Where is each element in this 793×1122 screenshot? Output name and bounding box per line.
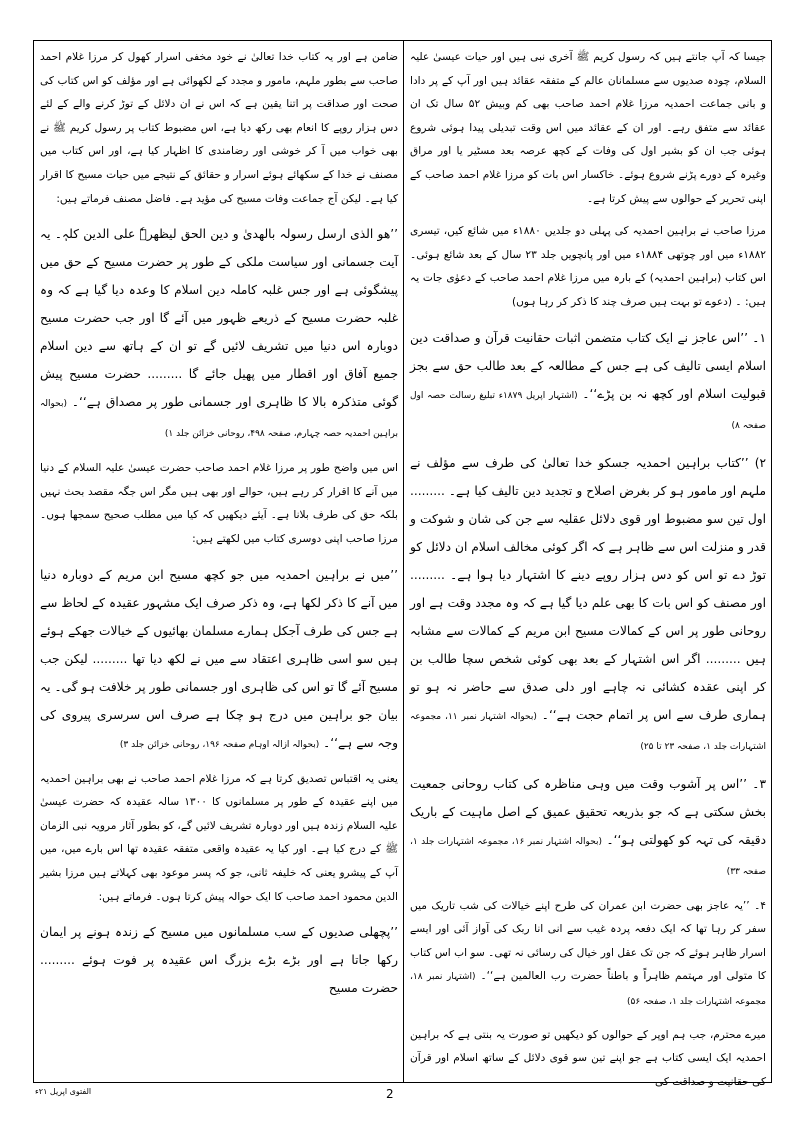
quote-4 [410, 895, 766, 1015]
barahin-publication-paragraph: مرزا صاحب نے براہین احمدیہ کی پہلی دو جلدیں ۱۸۸۰ء میں شائع کیں، تیسری ۱۸۸۲ء میں اور چوتھی ۱۸۸۴ء میں اور پانچویں جلد ۲۳ سال کے بعد شائع ہوئی۔ اس کتاب (براہین احمدیہ) کے بارہ میں مرزا غلام احمد صاحب کے دعوٰی جات یہ ہیں: ۔ (دعوے تو بہت ہیں صرف چند کا ذکر کر رہا ہوں) [410, 225, 766, 308]
continuation-paragraph: ضامن ہے اور یہ کتاب خدا تعالیٰ نے خود مخفی اسرار کھول کر مرزا غلام احمد صاحب سے بطور ملہم، مامور و مجدد کے لکھوائی ہے اور مؤلف کو اس کتاب کی صحت اور صداقت پر اتنا یقین ہے کہ اس نے ان دلائل کے توڑ کرنے والے کے لئے دس ہزار روپے کا انعام بھی رکھ دیا ہے، اس مضبوط کتاب پر رسول کریم ﷺ نے بھی خواب میں آ کر خوشی اور رضامندی کا اظہار کیا ہے، اور اس کتاب میں مصنف نے خدا کے سکھائے ہوئے اسرار و حقائق کے نتیجے میں حیات مسیح کا اقرار کیا ہے۔ لیکن آج جماعت وفات مسیح کی مؤید ہے۔ فاضل مصنف فرماتے ہیں: [40, 51, 398, 205]
closing-paragraph: میرے محترم، جب ہم اوپر کے حوالوں کو دیکھیں تو صورت یہ بنتی ہے کہ براہین احمدیہ ایک ایسی کتاب ہے جو اپنے تین سو قوی دلائل کے ساتھ اسلام اور قرآن کی حقانیت و صداقت کی [410, 1028, 766, 1088]
quote-quran-verse-reference: (بحوالہ براہین احمدیہ حصہ چہارم، صفحہ ۴۹۸، روحانی خزائن جلد ۱) [40, 399, 398, 440]
verification-paragraph: یعنی یہ اقتباس تصدیق کرتا ہے کہ مرزا غلام احمد صاحب نے بھی براہین احمدیہ میں اپنے عقیدہ کے طور پر مسلمانوں کا ۱۳۰۰ سالہ عقیدہ کہ حضرت عیسیٰ علیہ السلام زندہ ہیں اور دوبارہ تشریف لائیں گے، کو بطور آثار مرویہ نبی الزمان ﷺ کے درج کیا ہے۔ اور کیا یہ عقیدہ واقعی متفقہ عقیدہ تھا اس بارے میں، میں آپ کے پیشرو یعنی کہ خلیفہ ثانی، جو کہ پسر موعود بھی کہلاتے ہیں مرزا بشیر الدین محمود احمد صاحب کا ایک حوالہ پیش کرتا ہوں۔ فرماتے ہیں: [40, 772, 399, 903]
quote-2 [410, 449, 766, 761]
footer-publication-label: الفتوی اپریل ۲۱ء [35, 1087, 92, 1096]
quote-3-text: ۳۔ ’’اس پر آشوب وقت میں وہی مناظرہ کی کتاب روحانی جمعیت بخش سکتی ہے کہ جو بذریعہ تحقیق عمیق کے اصل ماہیت کے باریک دقیقہ کی تہہ کو کھولتی ہو‘‘۔ [410, 776, 766, 847]
quote-izala-auham-text: ’’میں نے براہین احمدیہ میں جو کچھ مسیح ابن مریم کے دوبارہ دنیا میں آنے کا ذکر لکھا ہے، وہ ذکر صرف ایک مشہور عقیدہ کے لحاظ سے ہے جس کی طرف آجکل ہمارے مسلمان بھائیوں کے خیالات جھکے ہوئے ہیں سو اسی ظاہری اعتقاد سے میں نے لکھ دیا تھا ......... لیکن جب مسیح آئے گا تو اس کی ظاہری اور جسمانی طور پر خلافت ہو گی۔ یہ بیان جو براہین میں درج ہو چکا ہے صرف اس سرسری پیروی کی وجہ سے ہے‘‘۔ [40, 567, 398, 750]
quote-4-reference: (اشتہار نمبر ۱۸، مجموعہ اشتہارات جلد ۱، صفحہ ۵۶) [410, 972, 766, 1007]
quote-quran-verse-text: ’’ھو الذی ارسل رسولہ بالھدیٰ و دین الحق لیظھرہٗ علی الدین کلہٖ۔ یہ آیت جسمانی اور سیاست ملکی کے طور پر حضرت مسیح کے حق میں پیشگوئی ہے اور جس غلبہ کاملہ دین اسلام کا وعدہ دیا گیا ہے کہ وہ غلبہ حضرت مسیح کے ذریعے ظہور میں آئے گا اور جب حضرت مسیح دوبارہ اس دنیا میں تشریف لائیں گے تو ان کے ہاتھ سے دین اسلام جمیع آفاق اور اقطار میں پھیل جائے گا ......... حضرت مسیح پیش گوئی متذکرہ بالا کا ظاہری اور جسمانی طور پر مصداق ہے‘‘۔ [40, 227, 399, 410]
left-column [40, 46, 398, 1011]
right-column [410, 46, 766, 1103]
quote-izala-auham [40, 561, 398, 759]
quote-3 [410, 770, 766, 886]
page-number: 2 [386, 1087, 394, 1101]
quote-2-reference: (بحوالہ اشتہار نمبر ۱۱، مجموعہ اشتہارات جلد ۱، صفحہ ۲۳ تا ۲۵) [410, 711, 766, 752]
quote-1 [410, 324, 766, 440]
quote-izala-auham-reference: (بحوالہ ازالہ اوہام صفحہ ۱۹۶، روحانی خزائن جلد ۳) [119, 739, 320, 750]
quote-1-reference: (اشتہار اپریل ۱۸۷۹ء تبلیغ رسالت حصہ اول صفحہ ۸) [410, 390, 766, 431]
quote-quran-verse [40, 220, 398, 448]
quote-1-text: ۱۔ ’’اس عاجز نے ایک کتاب متضمن اثبات حقانیت قرآن و صداقت دین اسلام ایسی تالیف کی ہے جس کے مطالعہ کے بعد طالب حق سے بجز قبولیت اسلام اور کچھ نہ بن پڑے‘‘۔ [410, 330, 767, 401]
quote-khalifa-text: ’’پچھلی صدیوں کے سب مسلمانوں میں مسیح کے زندہ ہونے پر ایمان رکھا جاتا ہے اور بڑے بڑے بزرگ اس عقیدہ پر فوت ہوئے ......... حضرت مسیح [40, 925, 398, 996]
quote-khalifa [40, 918, 398, 1002]
explanation-paragraph: اس میں واضح طور پر مرزا غلام احمد صاحب حضرت عیسیٰ علیہ السلام کے دنیا میں آنے کا اقرار کر رہے ہیں، حوالے اور بھی ہیں مگر اس جگہ مقصد بحث نہیں بلکہ حق کی طرف بلانا ہے۔ آیئے دیکھیں کہ کیا میں مطلب صحیح سمجھا ہوں۔ مرزا صاحب اپنی دوسری کتاب میں لکھتے ہیں: [40, 462, 398, 545]
intro-paragraph: جیسا کہ آپ جانتے ہیں کہ رسول کریم ﷺ آخری نبی ہیں اور حیات عیسیٰ علیہ السلام، چودہ صدیوں سے مسلمانان عالم کے متفقہ عقائد ہیں اور آپ کے پر دادا و بانی جماعت احمدیہ مرزا غلام احمد صاحب بھی کم وبیش ۵۲ سال تک ان عقائد سے متفق رہے۔ اور ان کے عقائد میں اس وقت تبدیلی پیدا ہوئی شروع ہوئی جب ان کو بشیر اول کی وفات کے کچھ عرصہ بعد مسٹیر یا اور مراق وغیرہ کے دورے پڑنے شروع ہوئے۔ خاکسار اس بات کو مرزا غلام احمد صاحب کے اپنی تحریر کے حوالوں سے پیش کرتا ہے۔ [410, 51, 766, 205]
quote-2-text: ۲) ’’کتاب براہین احمدیہ جسکو خدا تعالیٰ کی طرف سے مؤلف نے ملہم اور مامور ہو کر بغرض اصلاح و تجدید دین تالیف کیا ہے۔ ......... اول تین سو مضبوط اور قوی دلائل عقلیہ سے جن کی شان و شوکت و قدر و منزلت اس سے ظاہر ہے کہ اگر کوئی مخالف اسلام ان دلائل کو توڑ دے تو اس کو دس ہزار روپے دینے کا اشتہار دیا ہوا ہے۔ ......... اور مصنف کو اس بات کا بھی علم دیا گیا ہے کہ وہ مجدد وقت ہے اور روحانی طور پر اس کے کمالات مسیح ابن مریم کے کمالات سے مشابہ ہیں ......... اگر اس اشتہار کے بعد بھی کوئی شخص سچا طالب بن کر اپنی عقدہ کشائی نہ چاہے اور دلی صدق سے حاضر نہ ہو تو ہماری طرف سے اس پر اتمام حجت ہے‘‘۔ [410, 455, 767, 722]
column-divider [403, 40, 404, 1083]
quote-3-reference: (بحوالہ اشتہار نمبر ۱۶، مجموعہ اشتہارات جلد ۱، صفحہ ۳۳) [410, 836, 766, 877]
quote-4-text: ۴۔ ’’یہ عاجز بھی حضرت ابن عمران کی طرح اپنے خیالات کی شب تاریک میں سفر کر رہا تھا کہ ایک دفعہ پردہ غیب سے انی انا ربک کی آواز آئی اور ایسے اسرار ظاہر ہوئے کہ جن تک عقل اور خیال کی رسائی نہ تھی۔ سو اب اس کتاب کا متولی اور مہتمم ظاہراً و باطناً حضرت رب العالمین ہے‘‘۔ [410, 899, 766, 983]
